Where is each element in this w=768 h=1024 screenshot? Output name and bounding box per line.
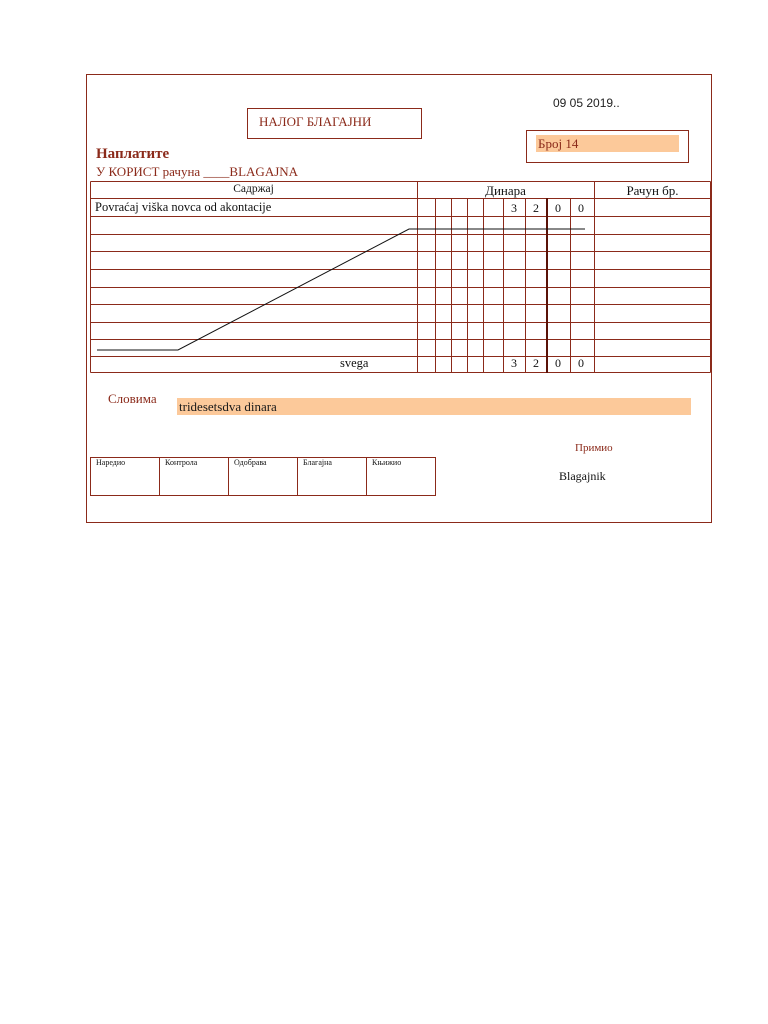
number-box: [526, 130, 689, 163]
row1-description: Povraćaj viška novca od akontacije: [95, 200, 272, 214]
total-digit: 3: [511, 356, 517, 370]
total-label: svega: [340, 356, 369, 370]
signature-cash-desk: Благајна: [303, 458, 332, 467]
form-title: НАЛОГ БЛАГАЈНИ: [259, 114, 372, 129]
signature-booked: Књижио: [372, 458, 402, 467]
order-number: Број 14: [538, 136, 579, 151]
date-text: 09 05 2019..: [553, 96, 620, 110]
in-words-label: Словима: [108, 391, 157, 406]
total-digit: 2: [533, 356, 539, 370]
row1-digit: 2: [533, 201, 539, 215]
row1-digit: 3: [511, 201, 517, 215]
header-account-no: Рачун бр.: [626, 183, 679, 198]
items-table: [90, 181, 711, 373]
signature-ordered: Наредио: [96, 458, 126, 467]
collect-heading: Наплатите: [96, 146, 170, 162]
in-words-value: tridesetsdva dinara: [179, 399, 277, 414]
received-label: Примио: [575, 442, 613, 454]
title-box: [247, 108, 422, 139]
header-content: Садржај: [233, 183, 274, 195]
signature-table: [90, 457, 436, 496]
cashier-label: Blagajnik: [559, 469, 606, 483]
cashier-order-form: [86, 74, 712, 523]
total-digit: 0: [555, 356, 561, 370]
signature-control: Контрола: [165, 458, 198, 467]
header-dinars: Динара: [485, 183, 526, 198]
cancellation-line: [97, 229, 585, 350]
in-favor-of-account: У КОРИСТ рачуна ____BLAGAJNA: [96, 164, 299, 179]
row1-digit: 0: [578, 201, 584, 215]
signature-approves: Одобрава: [234, 458, 267, 467]
row1-digit: 0: [555, 201, 561, 215]
total-digit: 0: [578, 356, 584, 370]
